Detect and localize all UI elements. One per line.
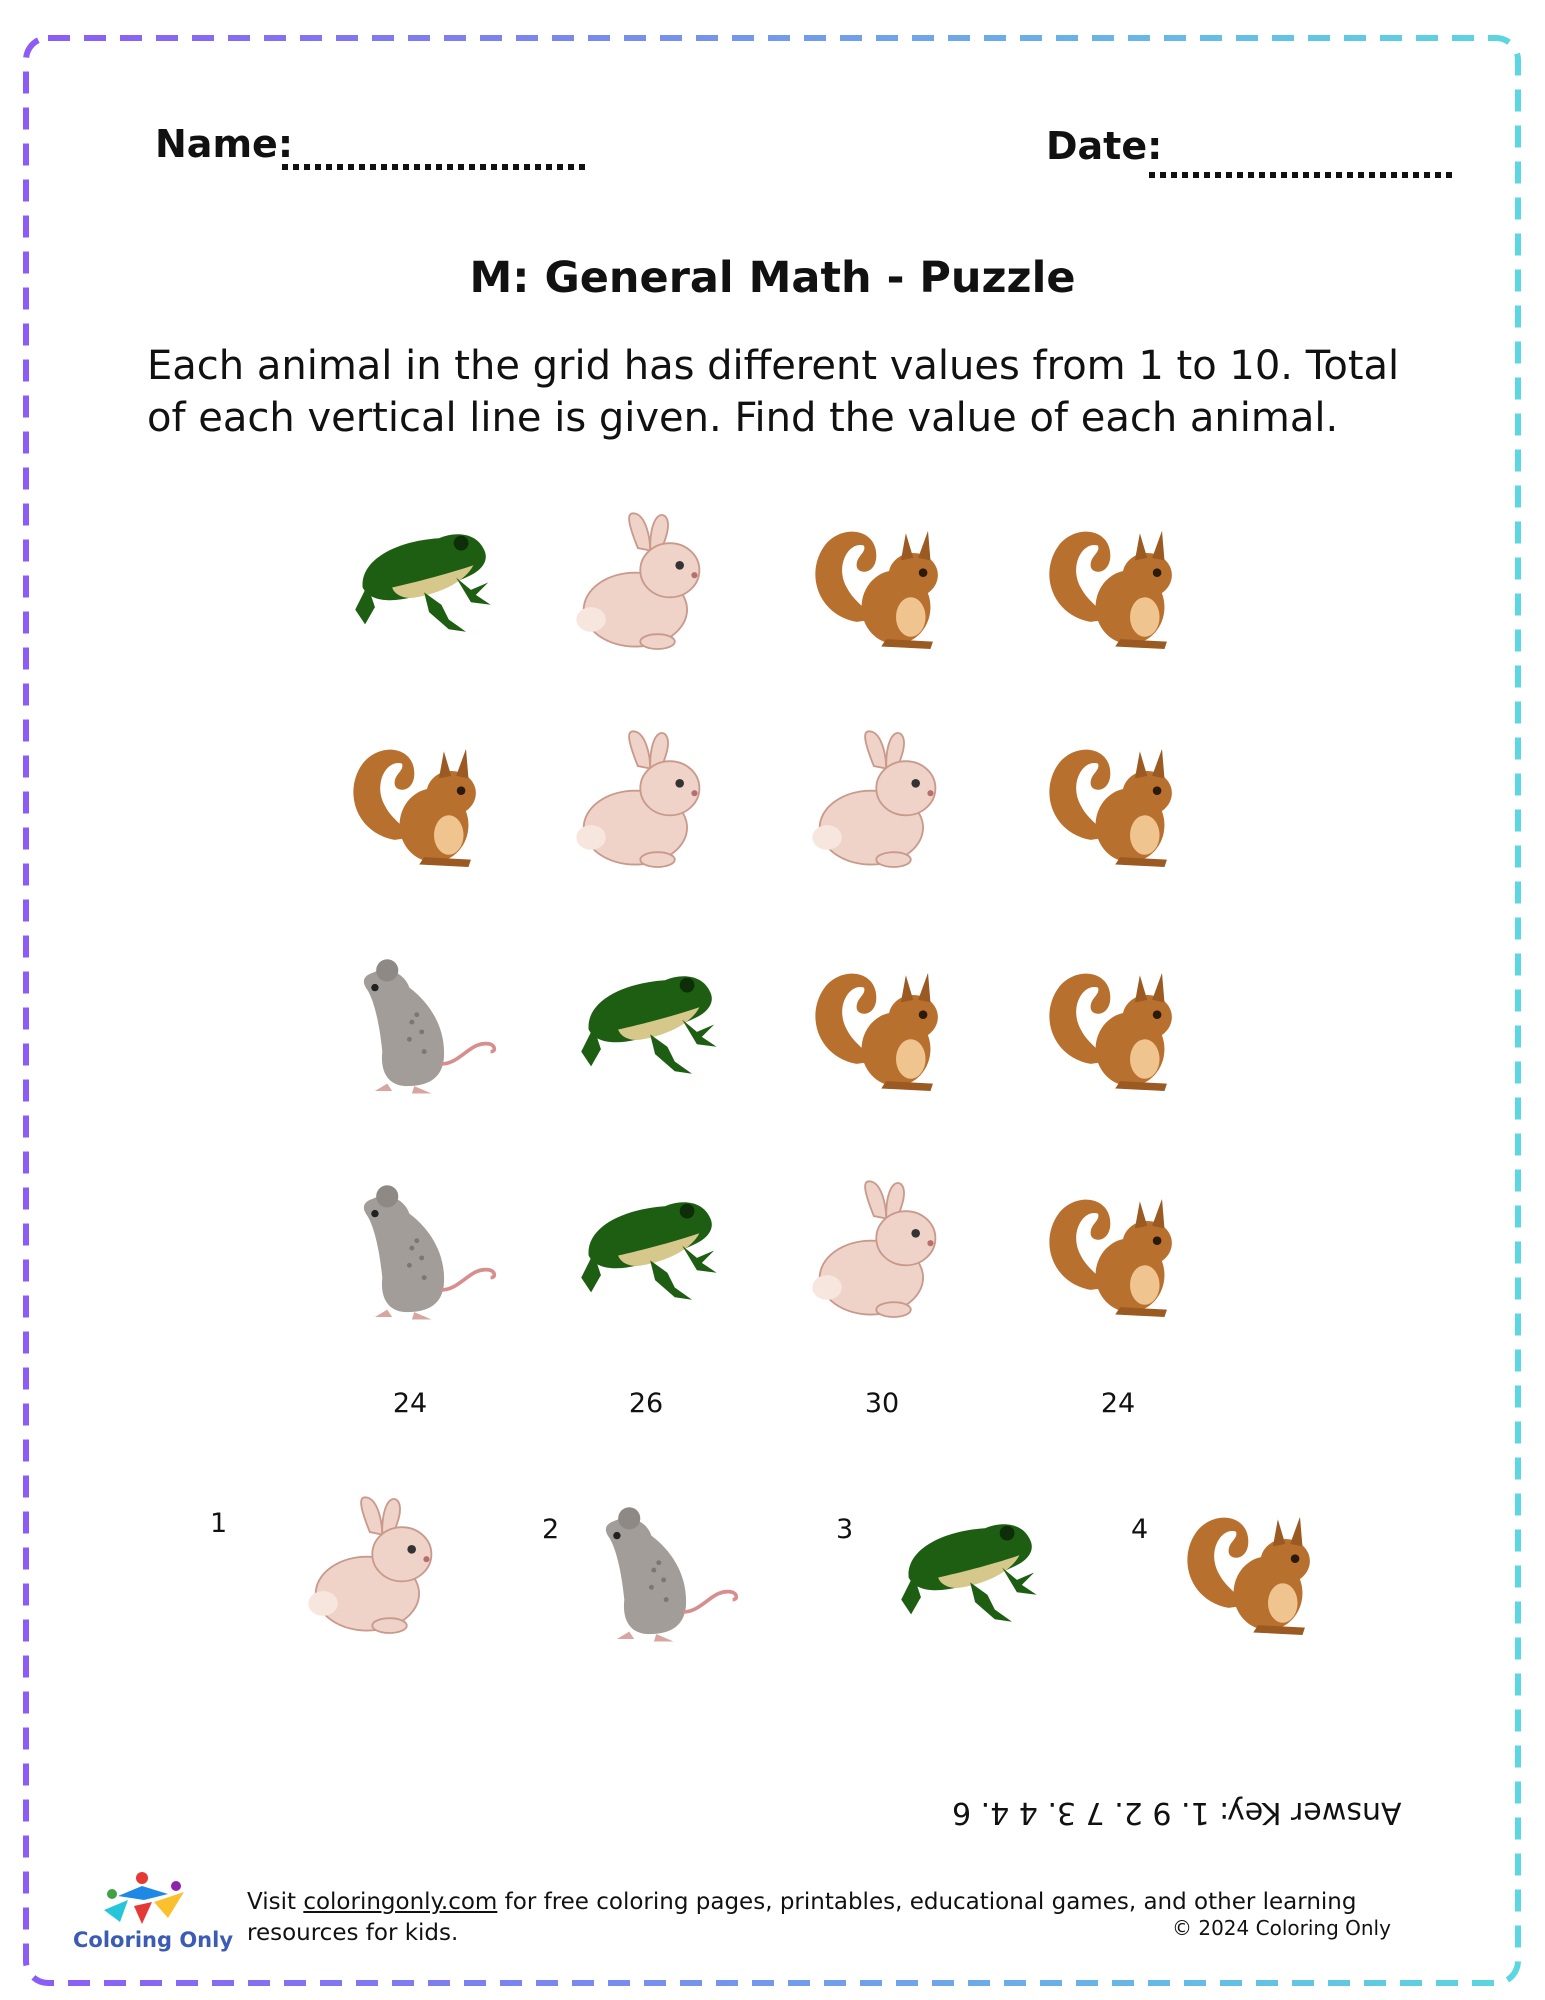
rabbit-icon — [564, 510, 724, 660]
option-number: 4 — [1131, 1514, 1149, 1545]
rabbit-icon — [296, 1494, 456, 1644]
squirrel-icon — [1034, 510, 1194, 660]
footer-visit-prefix: Visit — [247, 1889, 304, 1915]
option-number: 3 — [836, 1514, 854, 1545]
column-total: 30 — [864, 1388, 900, 1419]
squirrel-icon — [1172, 1496, 1332, 1646]
name-label: Name: — [155, 122, 294, 166]
squirrel-icon — [800, 510, 960, 660]
mouse-icon — [338, 1178, 498, 1328]
column-total: 26 — [628, 1388, 664, 1419]
mouse-icon — [338, 952, 498, 1102]
option-number: 2 — [542, 1514, 560, 1545]
footer-visit-suffix: for free coloring pages, printables, educational games, and other learning resources for kids. — [247, 1889, 1357, 1946]
frog-icon — [564, 952, 724, 1102]
option-number: 1 — [210, 1508, 228, 1539]
coloringonly-link[interactable]: coloringonly.com — [303, 1889, 498, 1915]
squirrel-icon — [1034, 1178, 1194, 1328]
frog-icon — [884, 1500, 1044, 1650]
squirrel-icon — [1034, 952, 1194, 1102]
rabbit-icon — [800, 728, 960, 878]
date-label: Date: — [1046, 124, 1163, 168]
frog-icon — [338, 510, 498, 660]
answer-key: Answer Key: 1. 9 2. 7 3. 4 4. 6 — [952, 1795, 1402, 1830]
page-title: M: General Math - Puzzle — [469, 253, 1076, 303]
squirrel-icon — [1034, 728, 1194, 878]
rabbit-icon — [800, 1178, 960, 1328]
name-blank-line[interactable] — [280, 160, 592, 174]
mouse-icon — [580, 1500, 740, 1650]
date-blank-line[interactable] — [1147, 168, 1459, 182]
brand-name: Coloring Only — [73, 1928, 234, 1952]
coloring-only-logo-icon — [98, 1866, 193, 1928]
squirrel-icon — [800, 952, 960, 1102]
copyright-text: © 2024 Coloring Only — [1172, 1916, 1391, 1940]
frog-icon — [564, 1178, 724, 1328]
column-total: 24 — [392, 1388, 428, 1419]
instructions-text: Each animal in the grid has different values from 1 to 10. Total of each vertical line is given. Find the value of each animal. — [147, 343, 1400, 441]
column-total: 24 — [1100, 1388, 1136, 1419]
squirrel-icon — [338, 728, 498, 878]
rabbit-icon — [564, 728, 724, 878]
